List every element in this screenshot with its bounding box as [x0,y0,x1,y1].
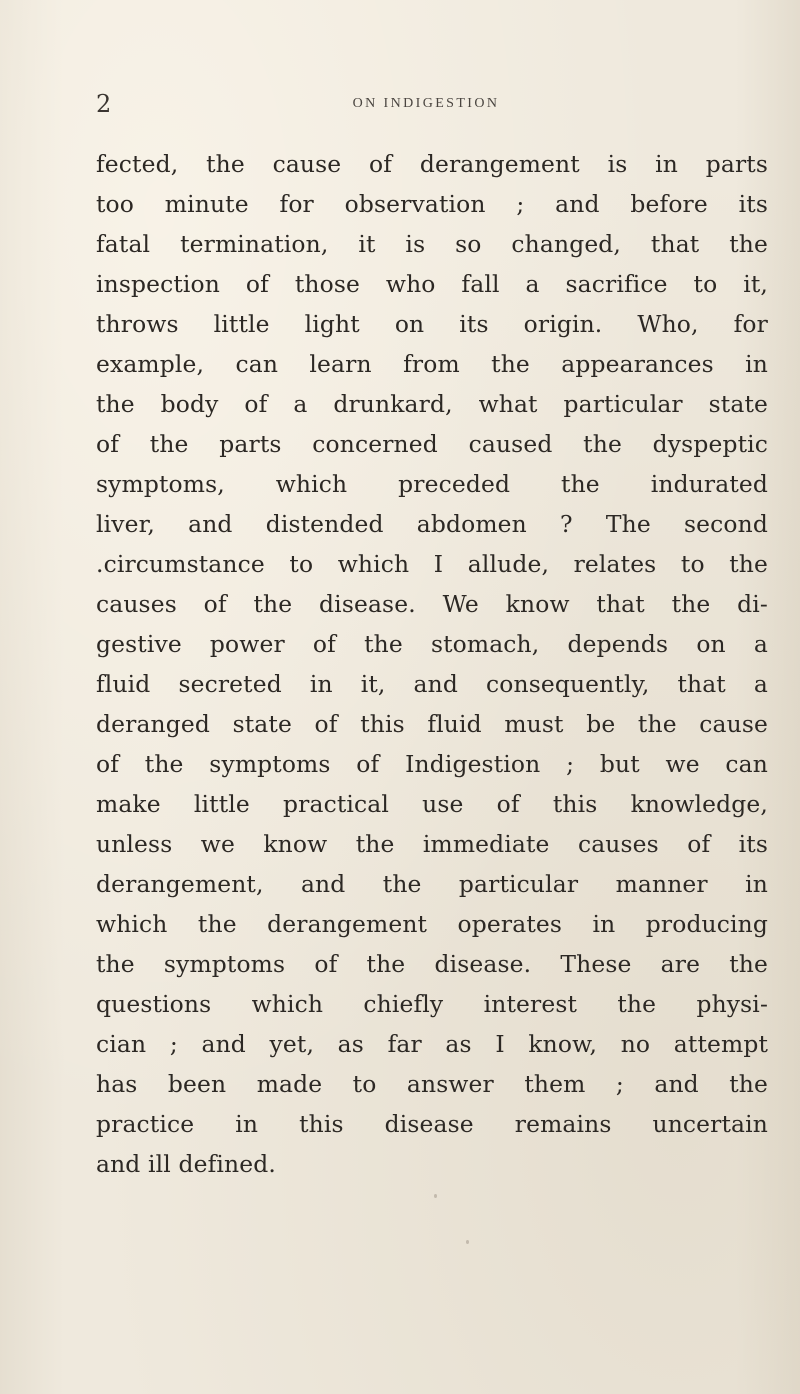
text-line: symptoms, which preceded the indurated [96,470,768,498]
text-line: has been made to answer them ; and the [96,1070,768,1098]
text-line: fatal termination, it is so changed, that the [96,230,768,258]
text-line: questions which chiefly interest the physi- [96,990,768,1018]
text-line: deranged state of this fluid must be the cause [96,710,768,738]
text-line: derangement, and the particular manner in [96,870,768,898]
text-line: .circumstance to which I allude, relates to the [96,550,768,578]
text-line: fluid secreted in it, and consequently, that a [96,670,768,698]
running-title: ON INDIGESTION [352,96,500,111]
text-line: liver, and distended abdomen ? The second [96,510,768,538]
text-line: of the symptoms of Indigestion ; but we can [96,750,768,778]
text-line: example, can learn from the appearances in [96,350,768,378]
text-line: causes of the disease. We know that the di- [96,590,768,618]
paper-speck [434,1194,437,1198]
text-line: of the parts concerned caused the dyspeptic [96,430,768,458]
text-line: the symptoms of the disease. These are the [96,950,768,978]
text-line: cian ; and yet, as far as I know, no attempt [96,1030,768,1058]
body-paragraph [96,144,768,1184]
text-line: too minute for observation ; and before its [96,190,768,218]
paper-speck [466,1240,469,1244]
text-line: throws little light on its origin. Who, for [96,310,768,338]
text-line: which the derangement operates in producing [96,910,768,938]
text-line: fected, the cause of derangement is in parts [96,150,768,178]
page-number: 2 [96,90,112,118]
text-line: gestive power of the stomach, depends on a [96,630,768,658]
text-line: the body of a drunkard, what particular state [96,390,768,418]
text-line: inspection of those who fall a sacrifice to it, [96,270,768,298]
running-header [96,90,756,124]
text-line: unless we know the immediate causes of its [96,830,768,858]
text-line-last: and ill defined. [96,1150,276,1178]
text-line: make little practical use of this knowledge, [96,790,768,818]
text-line: practice in this disease remains uncertain [96,1110,768,1138]
